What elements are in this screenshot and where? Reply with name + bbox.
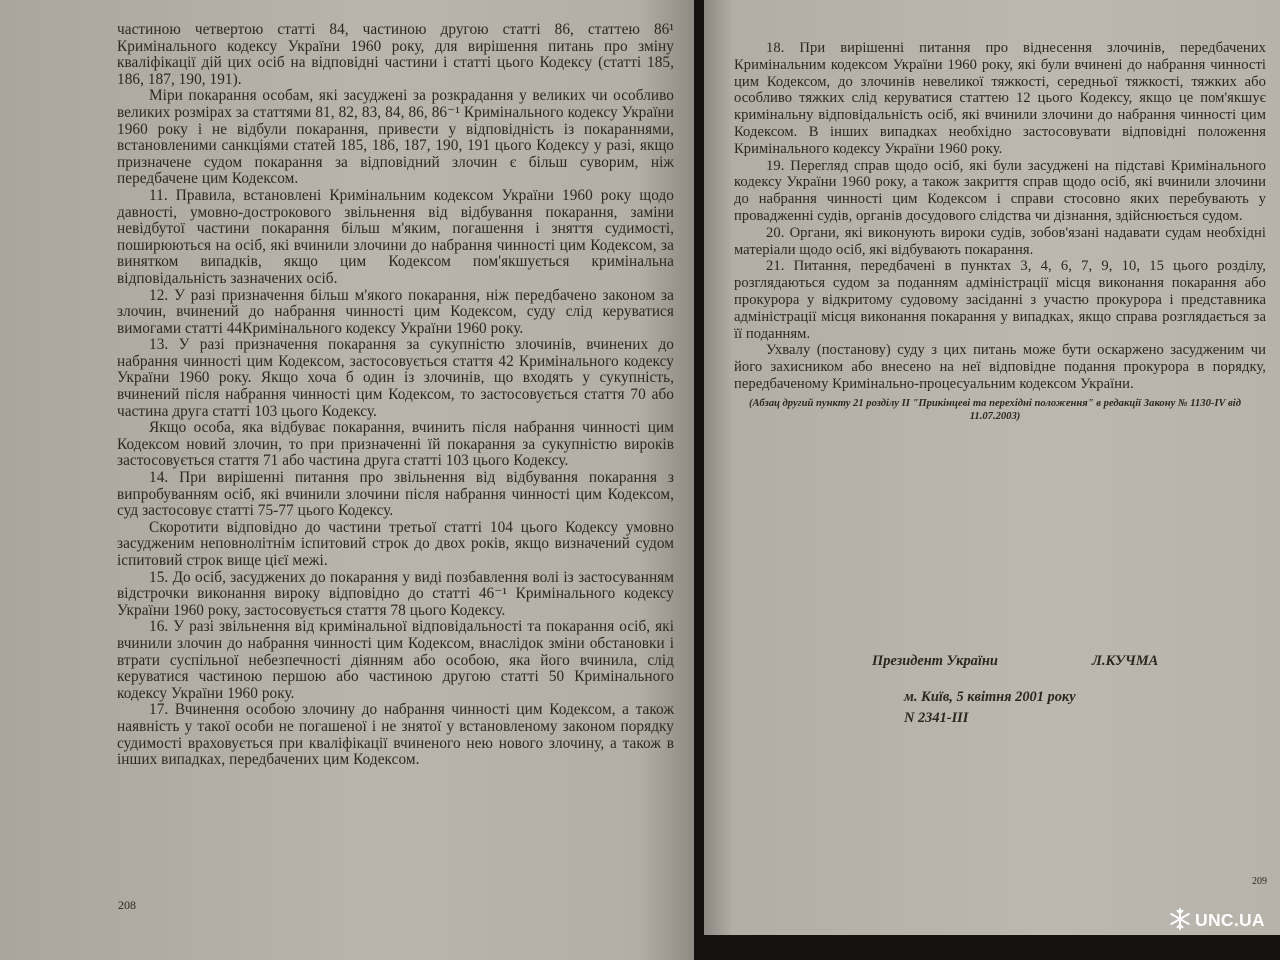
left-paragraph: частиною четвертою статті 84, частиною другою статті 86, статтею 86¹ Кримінального кодексу України 1960 року, для вирішення питань про зміну кваліфікації дій цих осіб на відповідні частини і статті цього Кодексу (статті 185, 186, 187, 190, 191). bbox=[117, 21, 674, 88]
right-page bbox=[704, 0, 1280, 935]
left-paragraph: 17. Вчинення особою злочину до набрання чинності цим Кодексом, а також наявність у такої особи не погашеної і не знятої у встановленому законом порядку судимості враховується при кваліфікації вчиненого нею нового злочину, а також в інших випадках, передбачених цим Кодексом. bbox=[117, 701, 674, 769]
watermark-text: UNC.UA bbox=[1195, 910, 1265, 930]
snowflake-icon bbox=[1168, 907, 1192, 931]
left-paragraph: 13. У разі призначення покарання за сукупністю злочинів, вчинених до набрання чинності цим Кодексом, застосовується стаття 42 Кримінального кодексу України 1960 року. Якщо хоча б один із злочинів, що входять у сукупність, вчинений після набрання чинності цим Кодексом, то застосовується стаття 70 або частина друга статті 103 цього Кодексу. bbox=[117, 336, 674, 420]
left-paragraph: Скоротити відповідно до частини третьої статті 104 цього Кодексу умовно засудженим неповнолітнім іспитовий строк до двох років, якщо визначений судом іспитовий строк вище цієї межі. bbox=[117, 518, 674, 569]
right-paragraph: 20. Органи, які виконують вироки судів, зобов'язані надавати судам необхідні матеріали щодо осіб, які відбувають покарання. bbox=[734, 224, 1266, 258]
page-number-right: 209 bbox=[1252, 876, 1267, 887]
left-paragraph: Міри покарання особам, які засуджені за розкрадання у великих чи особливо великих розмірах за статтями 81, 82, 83, 84, 86, 86⁻¹ Кримінального кодексу України 1960 року і не відбули покарання, привести у відповідність із покараннями, встановленими санкціями статей 185, 186, 187, 190, 191 цього Кодексу у разі, якщо призначене судом покарання за відповідний злочин є більш суворим, ніж передбачене цим Кодексом. bbox=[117, 87, 674, 188]
right-paragraph: 18. При вирішенні питання про віднесення злочинів, передбачених Кримінальним кодексом України 1960 року, які були вчинені до набрання чинності цим Кодексом, до злочинів невеликої тяжкості, середньої тяжкості, тяжких або особливо тяжких слід керуватися статтею 12 цього Кодексу, якщо це пом'якшує кримінальну відповідальність осіб, які вчинили злочини до набрання чинності цим Кодексом. В інших випадках необхідно застосовувати відповідні положення Кримінального кодексу України 1960 року. bbox=[734, 40, 1266, 157]
left-paragraph: 11. Правила, встановлені Кримінальним кодексом України 1960 року щодо давності, умовно-дострокового звільнення від відбування покарання, заміни невідбутої частини покарання більш м'яким, погашення і зняття судимості, поширюються на осіб, які вчинили злочини до набрання чинності цим Кодексом, за винятком випадків, якщо цим Кодексом пом'якшується кримінальна відповідальність зазначених осіб. bbox=[117, 186, 674, 287]
signature-title: Президент України bbox=[872, 653, 998, 669]
left-paragraph: 14. При вирішенні питання про звільнення від відбування покарання з випробуванням осіб, які вчинили злочини після набрання чинності цим Кодексом, суд застосовує статті 75-77 цього Кодексу. bbox=[117, 469, 674, 520]
left-paragraph: 12. У разі призначення більш м'якого покарання, ніж передбачено законом за злочин, вчинений до набрання чинності цим Кодексом, суду слід керуватися вимогами статті 44Кримінального кодексу України 1960 року. bbox=[117, 286, 674, 337]
law-number: N 2341-III bbox=[904, 710, 969, 726]
left-paragraph: 16. У разі звільнення від кримінальної відповідальності та покарання осіб, які вчинили злочин до набрання чинності цим Кодексом, внаслідок зміни обстановки і втрати суспільної небезпечності діянням або особою, яка його вчинила, слід керуватися частиною першою або частиною другою статті 50 Кримінального кодексу України 1960 року. bbox=[117, 618, 674, 702]
signature-name: Л.КУЧМА bbox=[1092, 653, 1159, 669]
signature-place-date: м. Київ, 5 квітня 2001 року bbox=[904, 689, 1076, 705]
left-paragraph: Якщо особа, яка відбуває покарання, вчинить після набрання чинності цим Кодексом новий злочин, то при призначенні їй покарання за сукупністю вироків застосовується стаття 71 або частина друга статті 103 цього Кодексу. bbox=[117, 419, 674, 470]
right-paragraph: 19. Перегляд справ щодо осіб, які були засуджені на підставі Кримінального кодексу України 1960 року, а також закриття справ щодо осіб, які вчинили злочини до набрання чинності цим Кодексом і справи стосовно яких перебувають у провадженні судів, органів досудового слідства чи дізнання, здійснюється судом. bbox=[734, 157, 1266, 224]
page-number-left: 208 bbox=[118, 898, 136, 912]
right-paragraph: Ухвалу (постанову) суду з цих питань може бути оскаржено засудженим чи його захисником або внесено на неї відповідне подання прокурора в порядку, передбаченому Кримінально-процесуальним кодексом України. bbox=[734, 342, 1266, 392]
left-paragraph: 15. До осіб, засуджених до покарання у виді позбавлення волі із застосуванням відстрочки виконання вироку відповідно до статті 46⁻¹ Кримінального кодексу України 1960 року, застосовується стаття 78 цього Кодексу. bbox=[117, 568, 674, 619]
right-paragraph: 21. Питання, передбачені в пунктах 3, 4, 6, 7, 9, 10, 15 цього розділу, розглядаються судом за поданням адміністрації місця виконання покарання або прокурора у відкритому судовому засіданні з участю прокурора і представника адміністрації місця виконання покарання у випадках, якщо справа розглядається за її поданням. bbox=[734, 258, 1266, 342]
watermark bbox=[1168, 904, 1280, 944]
amendment-note: (Абзац другий пункту 21 розділу II "Прикінцеві та перехідні положення" в редакції Закону № 1130-IV від 11.07.2003) bbox=[749, 397, 1241, 422]
